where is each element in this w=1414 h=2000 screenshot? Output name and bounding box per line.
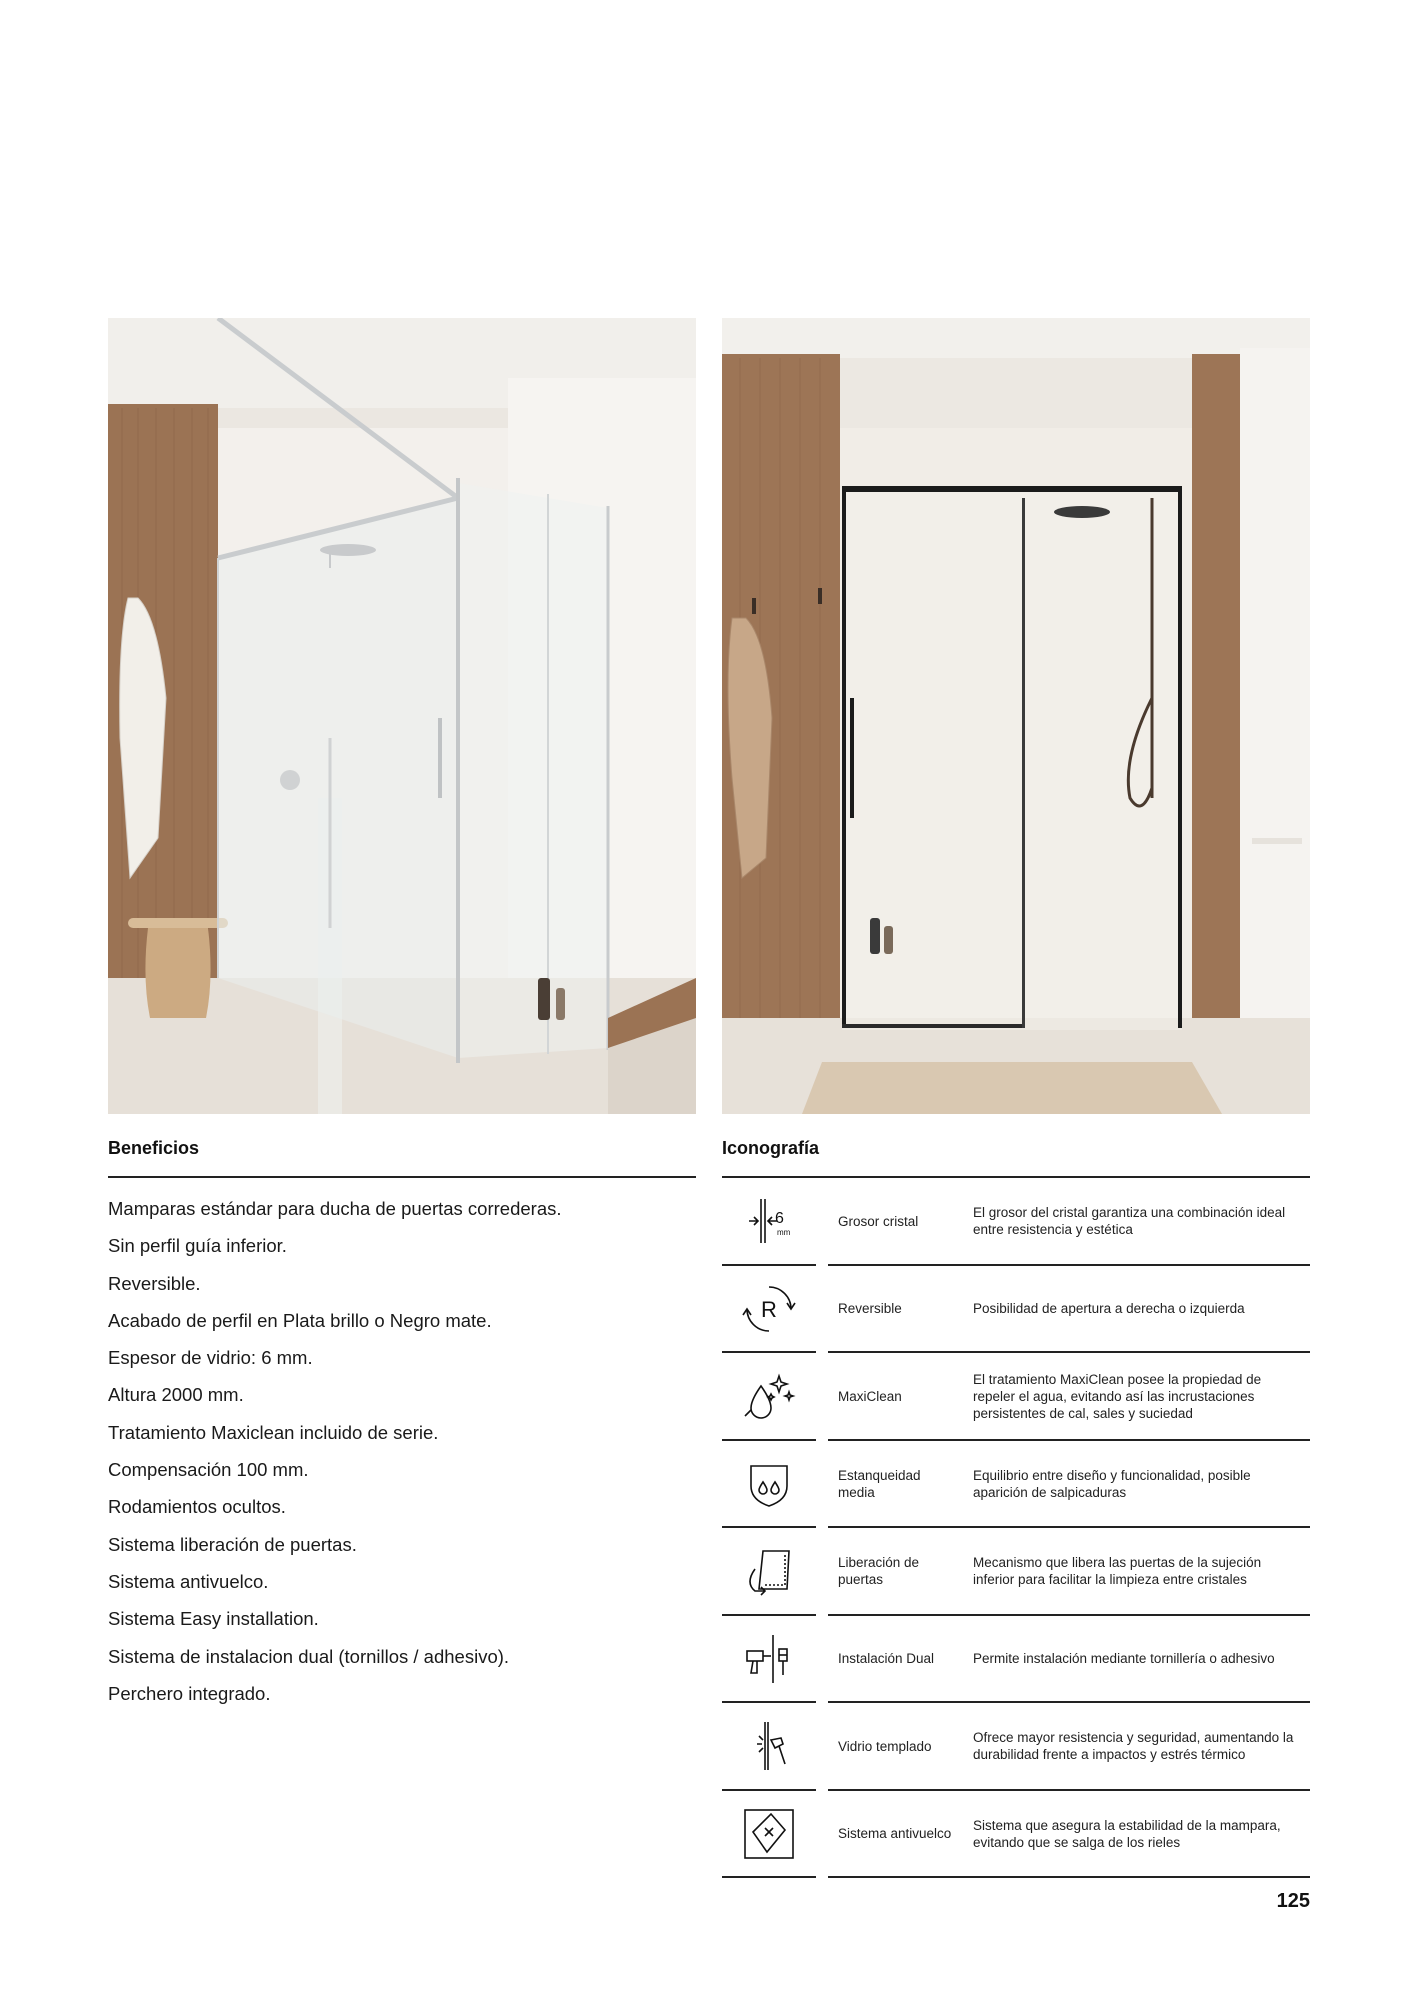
row-label: Instalación Dual <box>838 1651 935 1666</box>
benefit-item: Perchero integrado. <box>108 1682 271 1704</box>
row-description: El grosor del cristal garantiza una combinación ideal entre resistencia y estética <box>973 1205 1286 1237</box>
row-label: Vidrio templado <box>838 1738 932 1754</box>
benefit-item: Acabado de perfil en Plata brillo o Negro mate. <box>108 1309 492 1331</box>
icon-row-reversible <box>722 1266 1310 1354</box>
row-description: Ofrece mayor resistencia y seguridad, aumentando la durabilidad frente a impactos y estrés térmico <box>973 1730 1294 1762</box>
icon-row-door-release <box>722 1528 1310 1616</box>
icon-row-anti-tip <box>722 1791 1310 1879</box>
benefits-divider <box>108 1176 696 1178</box>
benefit-item: Compensación 100 mm. <box>108 1459 309 1481</box>
shower-illustration-black <box>722 318 1310 1114</box>
icon-row-water-seal <box>722 1441 1310 1529</box>
row-divider <box>722 1876 816 1878</box>
row-description: Posibilidad de apertura a derecha o izquierda <box>973 1301 1245 1316</box>
row-description: El tratamiento MaxiClean posee la propiedad de repeler el agua, evitando así las incrustaciones persistentes de cal, sales y suciedad <box>973 1371 1262 1421</box>
benefit-item: Sistema antivuelco. <box>108 1570 269 1592</box>
benefits-list <box>108 1190 696 1712</box>
row-label: MaxiClean <box>838 1388 902 1404</box>
reversible-icon <box>734 1278 804 1340</box>
maxiclean-icon <box>734 1365 804 1427</box>
door-release-icon <box>734 1540 804 1602</box>
benefit-item: Sistema liberación de puertas. <box>108 1533 357 1555</box>
benefit-item: Sistema de instalacion dual (tornillos / adhesivo). <box>108 1645 510 1667</box>
benefit-item: Sin perfil guía inferior. <box>108 1235 287 1257</box>
icon-row-glass-thickness <box>722 1178 1310 1266</box>
row-label: Reversible <box>838 1301 902 1316</box>
shower-photo-silver <box>108 318 696 1114</box>
water-seal-shield-icon <box>734 1453 804 1515</box>
row-label: Sistema antivuelco <box>838 1826 952 1841</box>
tempered-glass-icon <box>734 1715 804 1777</box>
glass-thickness-unit: mm <box>777 1228 791 1237</box>
dual-installation-icon <box>734 1628 804 1690</box>
row-description: Mecanismo que libera las puertas de la sujeción inferior para facilitar la limpieza entre cristales <box>973 1555 1262 1587</box>
benefit-item: Tratamiento Maxiclean incluido de serie. <box>108 1421 439 1443</box>
iconography-title: Iconografía <box>722 1138 820 1158</box>
iconography-table <box>722 1178 1310 1878</box>
icon-row-maxiclean <box>722 1353 1310 1441</box>
shower-photo-black <box>722 318 1310 1114</box>
glass-thickness-icon <box>734 1190 804 1252</box>
row-divider <box>828 1876 1310 1878</box>
glass-thickness-number: 6 <box>775 1210 784 1227</box>
row-description: Sistema que asegura la estabilidad de la mampara, evitando que se salga de los rieles <box>973 1817 1281 1850</box>
row-description: Permite instalación mediante tornillería o adhesivo <box>973 1651 1275 1666</box>
row-description: Equilibrio entre diseño y funcionalidad, posible aparición de salpicaduras <box>973 1467 1251 1500</box>
benefit-item: Mamparas estándar para ducha de puertas correderas. <box>108 1198 562 1219</box>
benefit-item: Rodamientos ocultos. <box>108 1496 286 1518</box>
shower-illustration-silver <box>108 318 696 1114</box>
benefit-item: Altura 2000 mm. <box>108 1384 244 1406</box>
benefit-item: Sistema Easy installation. <box>108 1608 319 1630</box>
icon-row-dual-installation <box>722 1616 1310 1704</box>
icon-row-tempered-glass <box>722 1703 1310 1791</box>
row-label: Estanqueidad media <box>838 1467 921 1500</box>
page-number: 125 <box>1276 1890 1310 1912</box>
row-label: Grosor cristal <box>838 1213 919 1229</box>
reversible-letter: R <box>761 1296 777 1322</box>
benefit-item: Reversible. <box>108 1272 201 1294</box>
benefit-item: Espesor de vidrio: 6 mm. <box>108 1347 313 1369</box>
benefits-title: Beneficios <box>108 1138 200 1158</box>
anti-tip-icon <box>734 1803 804 1865</box>
row-label: Liberación de puertas <box>838 1555 920 1587</box>
